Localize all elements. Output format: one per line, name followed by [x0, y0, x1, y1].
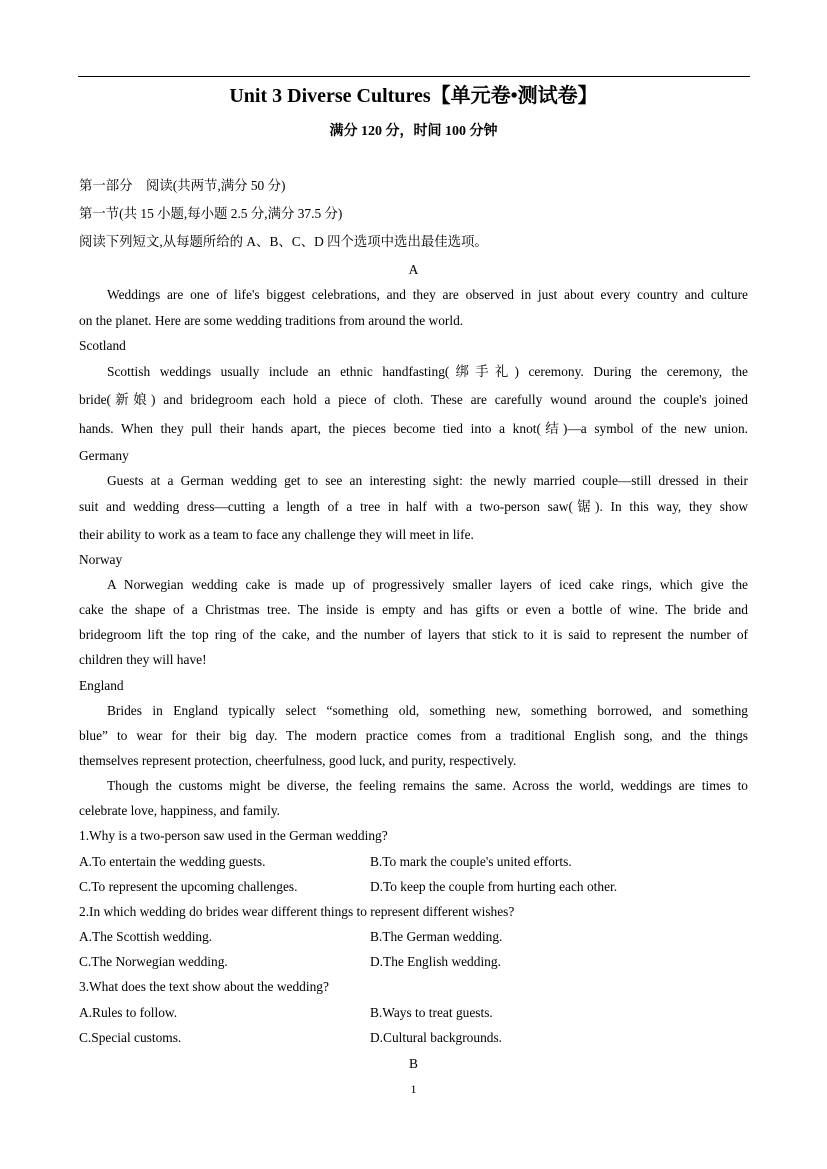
england-line: blue” to wear for their big day. The modern practice comes from a traditional English song, and the things — [79, 728, 748, 743]
header-rule — [78, 76, 750, 77]
conclusion-line: Though the customs might be diverse, the feeling remains the same. Across the world, weddings are times to — [107, 778, 748, 793]
intro-line: Weddings are one of life's biggest celebrations, and they are observed in just about every country and culture — [107, 287, 748, 302]
norway-line: A Norwegian wedding cake is made up of progressively smaller layers of iced cake rings, which give the — [107, 577, 748, 592]
option-b[interactable]: B.To mark the couple's united efforts. — [370, 854, 572, 869]
scotland-line: bride(新娘) and bridegroom each hold a piece of cloth. These are carefully wound around the couple's joined — [79, 392, 748, 407]
scotland-line: Scottish weddings usually include an ethnic handfasting(绑手礼) ceremony. During the ceremony, the — [107, 364, 748, 379]
option-a[interactable]: A.Rules to follow. — [79, 1005, 178, 1020]
option-c[interactable]: C.To represent the upcoming challenges. — [79, 879, 298, 894]
page-number: 1 — [410, 1082, 417, 1096]
section-heading-germany: Germany — [79, 448, 129, 463]
option-a[interactable]: A.To entertain the wedding guests. — [79, 854, 266, 869]
section-heading: 第一节(共 15 小题,每小题 2.5 分,满分 37.5 分) — [79, 206, 343, 221]
norway-line: cake the shape of a Christmas tree. The inside is empty and has gifts or even a bottle of wine. The bride and — [79, 602, 748, 617]
option-d[interactable]: D.The English wedding. — [370, 954, 501, 969]
intro-line: on the planet. Here are some wedding traditions from around the world. — [79, 313, 464, 328]
option-c[interactable]: C.Special customs. — [79, 1030, 182, 1045]
norway-line: bridegroom lift the top ring of the cake, and the number of layers that stick to it is said to represent the number of — [79, 627, 748, 642]
option-b[interactable]: B.Ways to treat guests. — [370, 1005, 493, 1020]
question-stem: 2.In which wedding do brides wear different things to represent different wishes? — [79, 904, 515, 919]
section-heading-norway: Norway — [79, 552, 123, 567]
option-c[interactable]: C.The Norwegian wedding. — [79, 954, 228, 969]
option-b[interactable]: B.The German wedding. — [370, 929, 503, 944]
passage-label-a: A — [408, 262, 419, 277]
norway-line: children they will have! — [79, 652, 207, 667]
question-stem: 3.What does the text show about the wedding? — [79, 979, 329, 994]
option-d[interactable]: D.Cultural backgrounds. — [370, 1030, 503, 1045]
passage-label-b: B — [409, 1056, 418, 1071]
germany-line: their ability to work as a team to face any challenge they will meet in life. — [79, 527, 474, 542]
page-title: Unit 3 Diverse Cultures【单元卷•测试卷】 — [229, 85, 598, 107]
option-d[interactable]: D.To keep the couple from hurting each other. — [370, 879, 618, 894]
england-line: Brides in England typically select “something old, something new, something borrowed, and something — [107, 703, 748, 718]
question-stem: 1.Why is a two-person saw used in the German wedding? — [79, 828, 388, 843]
scotland-line: hands. When they pull their hands apart, the pieces become tied into a knot(结)—a symbol of the new union. — [79, 421, 748, 436]
section-heading-england: England — [79, 678, 124, 693]
germany-line: suit and wedding dress—cutting a length of a tree in half with a two-person saw(锯). In this way, they show — [79, 499, 748, 514]
conclusion-line: celebrate love, happiness, and family. — [79, 803, 281, 818]
england-line: themselves represent protection, cheerfulness, good luck, and purity, respectively. — [79, 753, 517, 768]
directions: 阅读下列短文,从每题所给的 A、B、C、D 四个选项中选出最佳选项。 — [79, 234, 488, 249]
page-subtitle: 满分 120 分，时间 100 分钟 — [329, 124, 498, 139]
section-heading-scotland: Scotland — [79, 338, 126, 353]
part-heading: 第一部分 阅读(共两节,满分 50 分) — [79, 178, 286, 193]
option-a[interactable]: A.The Scottish wedding. — [79, 929, 213, 944]
germany-line: Guests at a German wedding get to see an interesting sight: the newly married couple—still dressed in their — [107, 473, 748, 488]
